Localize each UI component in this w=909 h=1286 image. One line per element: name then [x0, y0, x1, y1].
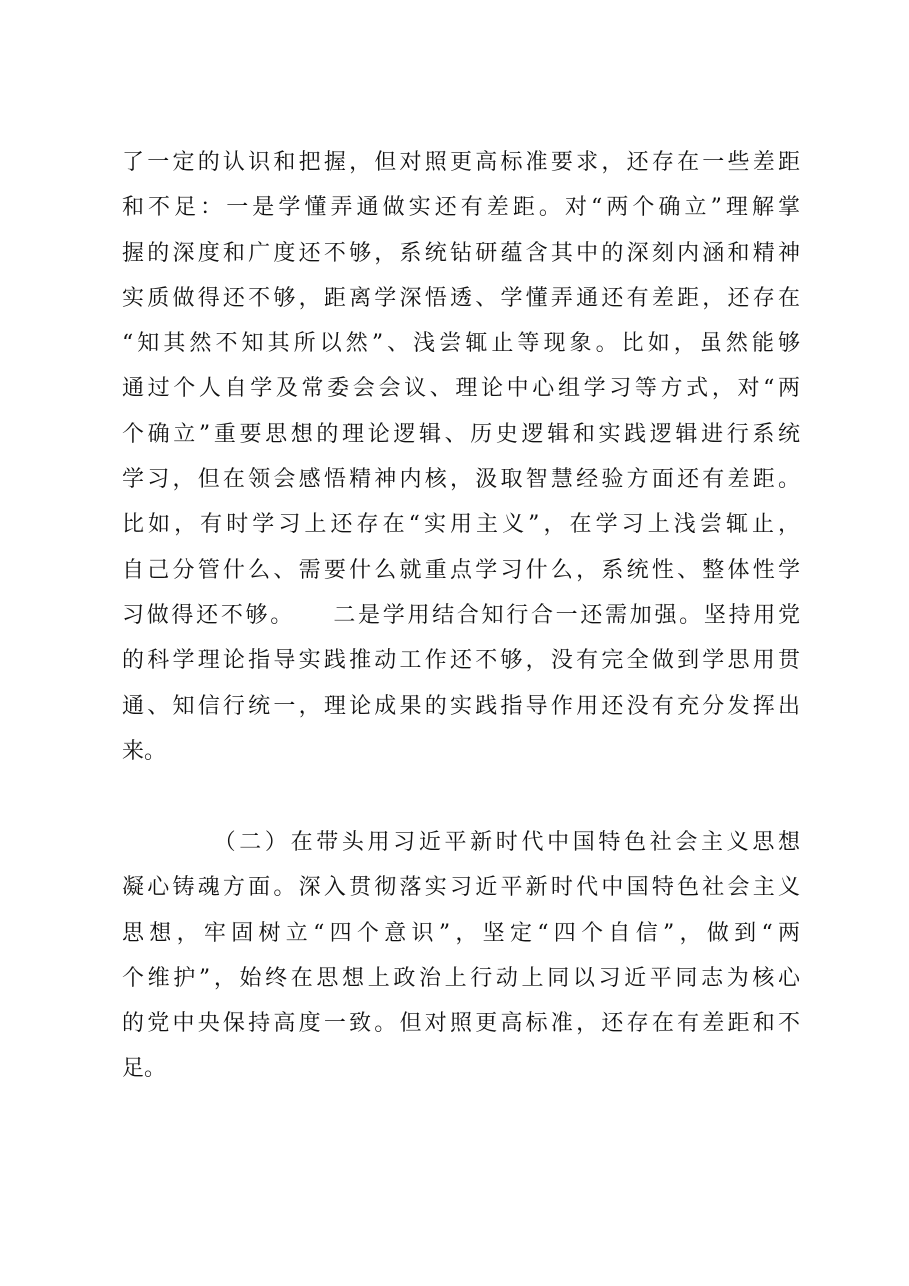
- paragraph-1: [122, 140, 800, 774]
- text-line: 思想，牢固树立“四个意识”，坚定“四个自信”，做到“两: [122, 920, 800, 946]
- text-line: 实质做得还不够，距离学深悟透、学懂弄通还有差距，还存在: [122, 285, 800, 311]
- text-line: 握的深度和广度还不够，系统钻研蕴含其中的深刻内涵和精神: [122, 240, 800, 266]
- text-line: 个确立”重要思想的理论逻辑、历史逻辑和实践逻辑进行系统: [122, 421, 800, 447]
- text-line: 通、知信行统一，理论成果的实践指导作用还没有充分发挥出: [122, 693, 800, 719]
- text-line: 了一定的认识和把握，但对照更高标准要求，还存在一些差距: [122, 150, 800, 175]
- text-line: 习做得还不够。 二是学用结合知行合一还需加强。坚持用党: [122, 602, 800, 628]
- section-heading-line: （二）在带头用习近平新时代中国特色社会主义思想: [122, 830, 800, 855]
- text-line: 的科学理论指导实践推动工作还不够，没有完全做到学思用贯: [122, 648, 800, 674]
- text-line: 学习，但在领会感悟精神内核，汲取智慧经验方面还有差距。: [122, 467, 800, 493]
- text-line: “知其然不知其所以然”、浅尝辄止等现象。比如，虽然能够: [122, 331, 800, 357]
- text-line: 和不足：一是学懂弄通做实还有差距。对“两个确立”理解掌: [122, 195, 800, 221]
- text-line: 通过个人自学及常委会会议、理论中心组学习等方式，对“两: [122, 376, 800, 402]
- text-line: 的党中央保持高度一致。但对照更高标准，还存在有差距和不: [122, 1011, 800, 1037]
- text-line: 自己分管什么、需要什么就重点学习什么，系统性、整体性学: [122, 557, 800, 583]
- text-line: 凝心铸魂方面。深入贯彻落实习近平新时代中国特色社会主义: [122, 875, 800, 901]
- text-line: 个维护”，始终在思想上政治上行动上同以习近平同志为核心: [122, 965, 800, 991]
- text-line: 比如，有时学习上还存在“实用主义”，在学习上浅尝辄止，: [122, 512, 800, 538]
- text-line: 足。: [122, 1056, 167, 1082]
- text-line: 来。: [122, 738, 167, 764]
- paragraph-2: [122, 820, 800, 1092]
